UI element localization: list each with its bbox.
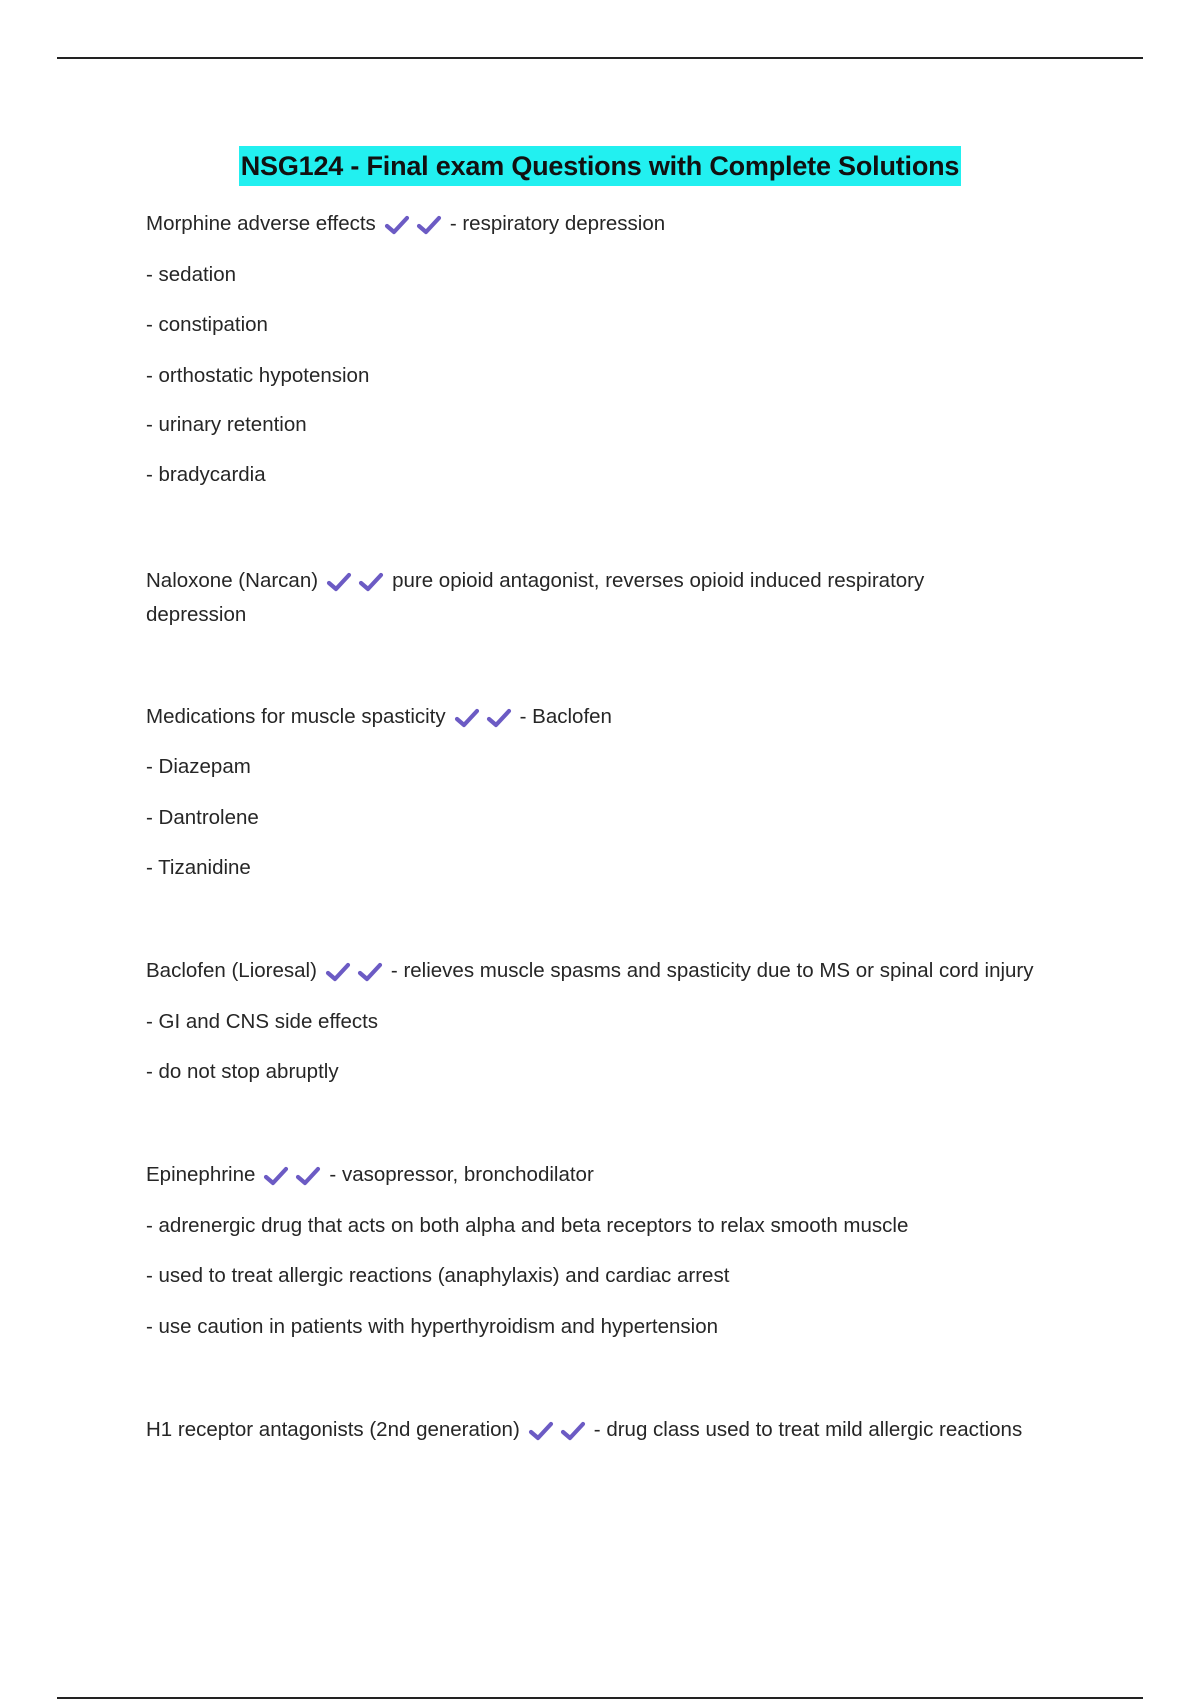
checkmark-icon (263, 1166, 289, 1186)
check-pair (326, 564, 390, 598)
answer-text: - respiratory depression (449, 212, 666, 235)
page-title: NSG124 - Final exam Questions with Complete Solutions (239, 146, 962, 186)
check-pair (528, 1416, 592, 1444)
checkmark-icon (560, 1421, 586, 1441)
answer-line: - Dantrolene (146, 806, 259, 829)
answer-text: - drug class used to treat mild allergic reactions (593, 1418, 1023, 1441)
checkmark-icon (326, 572, 352, 592)
question-line (146, 210, 665, 238)
checkmark-icon (384, 215, 410, 235)
answer-text: - vasopressor, bronchodilator (329, 1163, 594, 1186)
question-term: Morphine adverse effects (146, 212, 376, 235)
question-line (146, 957, 1034, 985)
checkmark-icon (454, 708, 480, 728)
checkmark-icon (528, 1421, 554, 1441)
title-wrap (0, 146, 1200, 186)
checkmark-icon (295, 1166, 321, 1186)
answer-line: - Diazepam (146, 755, 251, 778)
check-pair (454, 703, 518, 731)
answer-text: pure opioid antagonist, reverses opioid induced respiratory depression (146, 569, 925, 626)
checkmark-icon (358, 572, 384, 592)
answer-line: - GI and CNS side effects (146, 1010, 379, 1033)
answer-text: - relieves muscle spasms and spasticity due to MS or spinal cord injury (390, 959, 1034, 982)
question-term: Medications for muscle spasticity (146, 705, 446, 728)
answer-line: - orthostatic hypotension (146, 364, 370, 387)
footer-rule (57, 1697, 1143, 1699)
checkmark-icon (486, 708, 512, 728)
answer-line: - urinary retention (146, 413, 307, 436)
answer-line: - adrenergic drug that acts on both alpha and beta receptors to relax smooth muscle (146, 1214, 909, 1237)
question-line (146, 564, 1006, 632)
question-line (146, 1161, 594, 1189)
question-line (146, 1416, 1022, 1444)
check-pair (325, 957, 389, 985)
checkmark-icon (325, 962, 351, 982)
question-term: H1 receptor antagonists (2nd generation) (146, 1418, 520, 1441)
answer-text: - Baclofen (519, 705, 612, 728)
question-term: Epinephrine (146, 1163, 256, 1186)
checkmark-icon (357, 962, 383, 982)
question-term: Naloxone (Narcan) (146, 569, 319, 592)
answer-line: - sedation (146, 263, 237, 286)
answer-line: - do not stop abruptly (146, 1060, 339, 1083)
check-pair (384, 210, 448, 238)
answer-line: - use caution in patients with hyperthyroidism and hypertension (146, 1315, 719, 1338)
answer-line: - Tizanidine (146, 856, 251, 879)
header-rule (57, 57, 1143, 59)
check-pair (263, 1161, 327, 1189)
answer-line: - constipation (146, 313, 268, 336)
answer-line: - bradycardia (146, 463, 266, 486)
checkmark-icon (416, 215, 442, 235)
question-line (146, 703, 612, 731)
question-term: Baclofen (Lioresal) (146, 959, 317, 982)
answer-line: - used to treat allergic reactions (anaphylaxis) and cardiac arrest (146, 1264, 730, 1287)
